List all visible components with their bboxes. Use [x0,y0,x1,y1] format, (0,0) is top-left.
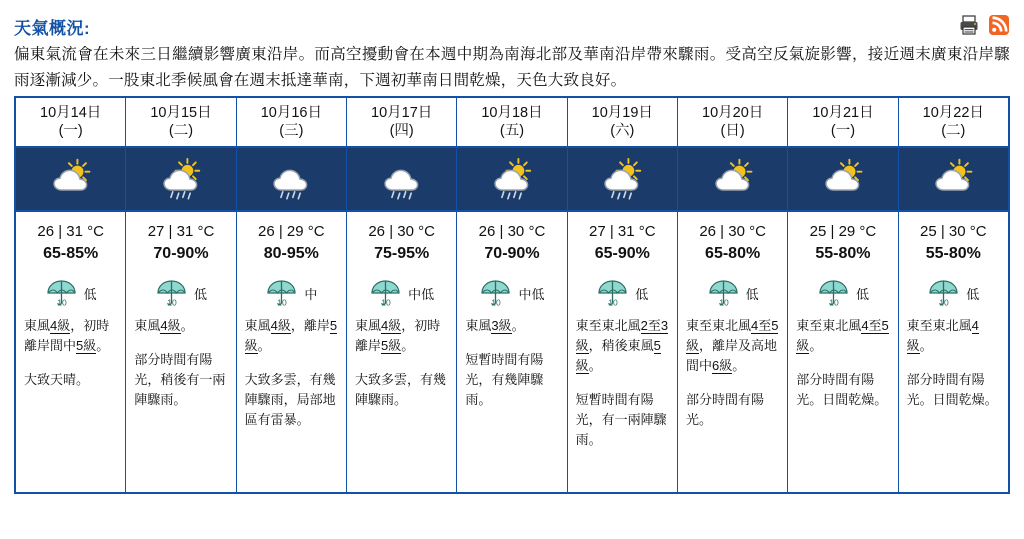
umbrella-icon [596,278,630,308]
psr-row [237,276,346,310]
forecast-condition-text: 部分時間有陽光。日間乾燥。 [906,372,998,407]
svg-text:10: 10 [829,297,839,308]
forecast-date-text: 10月16日 [260,105,322,121]
umbrella-icon [817,278,851,308]
forecast-wind-text: 東至東北風4至5級，離岸及高地間中6級。 [685,318,779,373]
umbrella-icon [369,278,403,308]
umbrella-icon [265,278,299,308]
forecast-date [237,98,346,148]
forecast-temperature: 27 | 31 °C [147,223,215,240]
forecast-date-text: 10月14日 [40,105,102,121]
forecast-values [899,212,1008,265]
forecast-temperature: 25 | 29 °C [809,223,877,240]
umbrella-icon [479,278,513,308]
forecast-weekday-text: (四) [389,123,414,139]
psr-label: 中低 [518,286,545,302]
forecast-description [457,310,566,414]
psr-label: 中 [304,286,318,302]
forecast-values [678,212,787,265]
forecast-day-column [126,98,236,492]
weather-summary-text: 偏東氣流會在未來三日繼續影響廣東沿岸。而高空擾動會在本週中期為南海北部及華南沿岸帶來驟雨。受高空反氣旋影響，接近週末廣東沿岸驟雨逐漸減少。一股東北季候風會在週末抵達華南，下週初華南日間乾燥，天色大致良好。 [14,46,1010,89]
forecast-humidity: 65-90% [594,245,650,262]
forecast-humidity: 70-90% [484,245,540,262]
forecast-condition-text: 部分時間有陽光。日間乾燥。 [796,372,888,407]
svg-text:10: 10 [381,297,391,308]
rss-icon[interactable] [988,14,1010,36]
forecast-temperature: 26 | 30 °C [368,223,435,240]
sun-behind-cloud-icon [816,157,870,201]
umbrella-icon [45,278,79,308]
psr-row [899,276,1008,310]
forecast-weekday-text: (日) [720,123,745,139]
umbrella-icon [707,278,741,308]
forecast-weekday-text: (三) [279,123,304,139]
forecast-weekday-text: (二) [941,123,966,139]
forecast-wind-text: 東風4級，初時離岸間中5級。 [24,318,110,353]
svg-text:10: 10 [718,297,729,308]
forecast-condition-text: 大致多雲，有幾陣驟雨。 [354,372,446,407]
svg-text:10: 10 [939,297,950,308]
svg-text:10: 10 [167,297,177,308]
sun-behind-cloud-icon [44,157,98,201]
forecast-icon-band [16,148,125,212]
forecast-humidity: 55-80% [815,245,871,262]
forecast-date-text: 10月22日 [922,105,984,121]
sun-behind-cloud-icon [926,157,980,201]
forecast-day-column [16,98,126,492]
forecast-description [237,310,346,434]
forecast-values [347,212,456,265]
forecast-date [347,98,456,148]
psr-label: 低 [745,286,759,302]
forecast-icon-band [568,148,677,212]
forecast-weekday-text: (六) [610,123,635,139]
forecast-date [568,98,677,148]
forecast-wind-text: 東至東北風2至3級，稍後東風5級。 [575,318,669,373]
svg-text:10: 10 [277,297,288,308]
forecast-day-column [237,98,347,492]
forecast-day-column [457,98,567,492]
umbrella-icon [155,278,189,308]
forecast-day-column [678,98,788,492]
psr-label: 低 [193,286,207,302]
psr-label: 低 [635,286,649,302]
forecast-values [237,212,346,265]
forecast-temperature: 26 | 29 °C [258,223,325,240]
forecast-date-text: 10月21日 [812,105,874,121]
forecast-icon-band [457,148,566,212]
forecast-weekday-text: (一) [830,123,856,139]
sun-behind-cloud-icon [706,157,760,201]
cloud-with-rain-icon [375,157,429,201]
forecast-icon-band [788,148,897,212]
forecast-description [568,310,677,454]
psr-row [568,276,677,310]
page-title: 天氣概況: [14,19,91,38]
forecast-condition-text: 大致多雲，有幾陣驟雨，局部地區有雷暴。 [244,372,336,427]
psr-row [126,276,235,310]
forecast-values [457,212,566,265]
forecast-date [899,98,1008,148]
forecast-description [347,310,456,414]
forecast-condition-text: 部分時間有陽光。 [685,392,764,427]
umbrella-icon [927,278,961,308]
forecast-weekday-text: (五) [499,123,525,139]
psr-label: 中低 [408,286,435,302]
forecast-icon-band [678,148,787,212]
forecast-condition-text: 大致天晴。 [24,372,90,387]
forecast-date-text: 10月15日 [150,105,212,121]
printer-icon[interactable] [958,14,980,36]
forecast-date [457,98,566,148]
forecast-humidity: 55-80% [925,245,981,262]
psr-label: 低 [966,286,980,302]
psr-row [678,276,787,310]
forecast-wind-text: 東風4級，初時離岸5級。 [354,318,441,353]
forecast-icon-band [899,148,1008,212]
forecast-icon-band [347,148,456,212]
forecast-description [126,310,235,414]
forecast-values [788,212,897,265]
forecast-date [678,98,787,148]
forecast-date-text: 10月18日 [481,105,543,121]
forecast-values [568,212,677,265]
page-header [14,14,1010,40]
forecast-wind-text: 東風4級，離岸5級。 [244,318,338,353]
forecast-humidity: 75-95% [374,245,430,262]
psr-row [347,276,456,310]
svg-text:10: 10 [491,297,502,308]
forecast-date [788,98,897,148]
forecast-day-column [899,98,1008,492]
forecast-date [126,98,235,148]
forecast-date-text: 10月19日 [591,105,653,121]
forecast-wind-text: 東至東北風4至5級。 [796,318,889,353]
forecast-condition-text: 短暫時間有陽光，有一兩陣驟雨。 [575,392,667,447]
psr-label: 低 [855,286,869,302]
forecast-date [16,98,125,148]
sun-behind-cloud-with-rain-icon [595,157,649,201]
cloud-with-rain-icon [264,157,318,201]
psr-label: 低 [83,286,97,302]
forecast-condition-text: 部分時間有陽光，稍後有一兩陣驟雨。 [134,352,226,407]
header-icon-group [958,14,1010,36]
sun-behind-cloud-with-rain-icon [485,157,539,201]
forecast-description [788,310,897,414]
forecast-temperature: 25 | 30 °C [919,223,987,240]
svg-text:10: 10 [56,297,67,308]
psr-row [16,276,125,310]
forecast-weekday-text: (二) [168,123,194,139]
sun-behind-cloud-with-rain-icon [154,157,208,201]
forecast-humidity: 70-90% [153,245,209,262]
forecast-wind-text: 東風4級。 [134,318,194,333]
forecast-day-column [347,98,457,492]
forecast-temperature: 27 | 31 °C [589,223,656,240]
forecast-date-text: 10月17日 [371,105,433,121]
forecast-temperature: 26 | 31 °C [37,223,104,240]
nine-day-forecast-table [14,96,1010,494]
forecast-description [899,310,1008,414]
svg-text:10: 10 [608,297,619,308]
forecast-wind-text: 東至東北風4級。 [906,318,979,353]
forecast-values [16,212,125,265]
forecast-humidity: 65-80% [705,245,761,262]
forecast-icon-band [237,148,346,212]
psr-row [788,276,897,310]
psr-row [457,276,566,310]
forecast-values [126,212,235,265]
forecast-description [16,310,125,394]
forecast-day-column [788,98,898,492]
forecast-day-column [568,98,678,492]
forecast-description [678,310,787,434]
forecast-temperature: 26 | 30 °C [699,223,766,240]
forecast-condition-text: 短暫時間有陽光，有幾陣驟雨。 [465,352,544,407]
forecast-temperature: 26 | 30 °C [478,223,546,240]
forecast-date-text: 10月20日 [702,105,764,121]
forecast-wind-text: 東風3級。 [465,318,525,333]
forecast-weekday-text: (一) [58,123,83,139]
forecast-humidity: 65-85% [43,245,99,262]
forecast-icon-band [126,148,235,212]
forecast-humidity: 80-95% [263,245,319,262]
